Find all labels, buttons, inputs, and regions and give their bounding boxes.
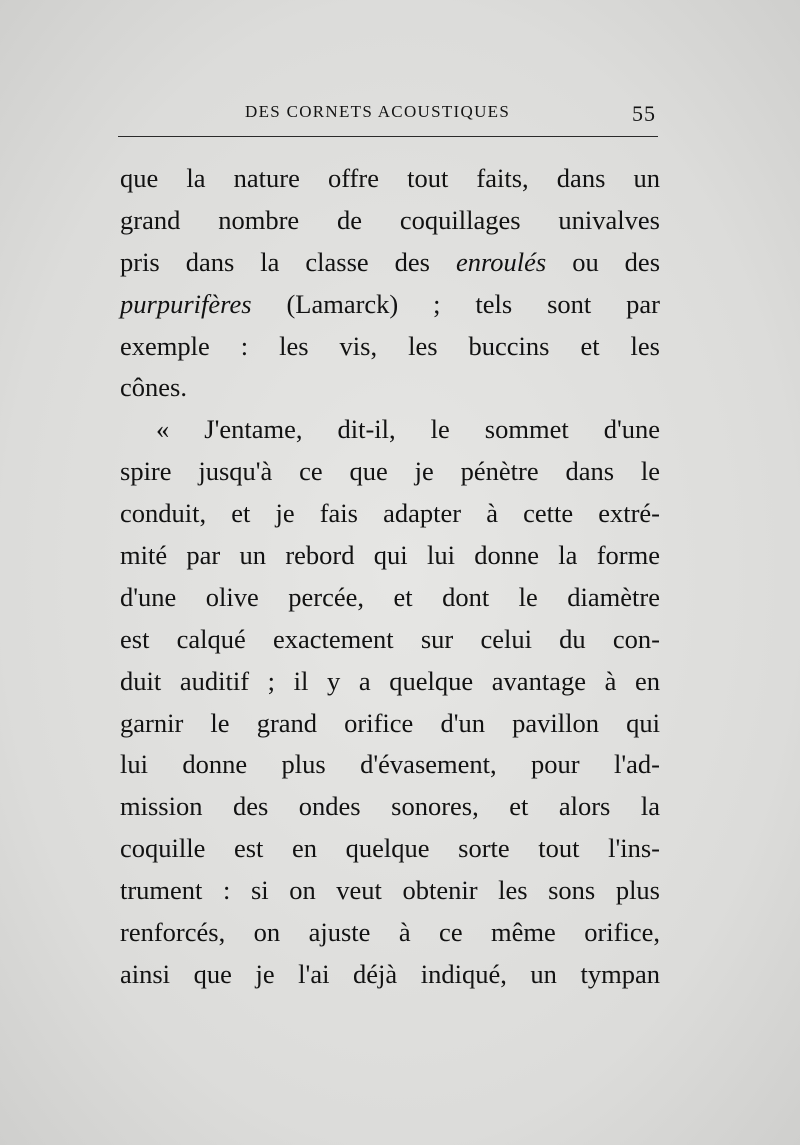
text-line — [120, 284, 660, 326]
text-line: duit auditif ; il y a quelque avantage à en — [120, 665, 660, 696]
text-line: conduit, et je fais adapter à cette extré- — [120, 498, 660, 529]
italic-term: purpurifères — [120, 288, 252, 319]
text-line: est calqué exactement sur celui du con- — [120, 623, 660, 654]
text-line: grand nombre de coquillages univalves — [120, 204, 660, 235]
text-fragment: pris dans la classe des — [120, 246, 430, 277]
running-title: DES CORNETS ACOUSTIQUES — [245, 102, 511, 121]
text-line — [120, 242, 660, 284]
text-line: lui donne plus d'évasement, pour l'ad- — [120, 749, 660, 780]
text-fragment: (Lamarck) ; tels sont par — [286, 288, 661, 319]
text-line: coquille est en quelque sorte tout l'ins- — [120, 833, 660, 864]
text-line: spire jusqu'à ce que je pénètre dans le — [120, 456, 660, 487]
text-line: cônes. — [120, 372, 187, 403]
running-head — [120, 101, 656, 127]
text-line: mission des ondes sonores, et alors la — [120, 791, 660, 822]
text-line: exemple : les vis, les buccins et les — [120, 330, 660, 361]
text-line: renforcés, on ajuste à ce même orifice, — [120, 917, 660, 948]
text-line: d'une olive percée, et dont le diamètre — [120, 581, 660, 612]
text-line: trument : si on veut obtenir les sons plus — [120, 875, 660, 906]
text-fragment: ou des — [572, 246, 661, 277]
text-line: mité par un rebord qui lui donne la forme — [120, 540, 660, 571]
text-line: garnir le grand orifice d'un pavillon qui — [120, 707, 660, 738]
text-line: « J'entame, dit-il, le sommet d'une — [156, 414, 660, 445]
page-number: 55 — [632, 101, 656, 126]
italic-term: enroulés — [455, 246, 547, 277]
text-line: que la nature offre tout faits, dans un — [120, 163, 660, 193]
body-text — [120, 158, 660, 996]
text-line: ainsi que je l'ai déjà indiqué, un tympan — [120, 958, 660, 989]
header-rule — [118, 136, 658, 137]
